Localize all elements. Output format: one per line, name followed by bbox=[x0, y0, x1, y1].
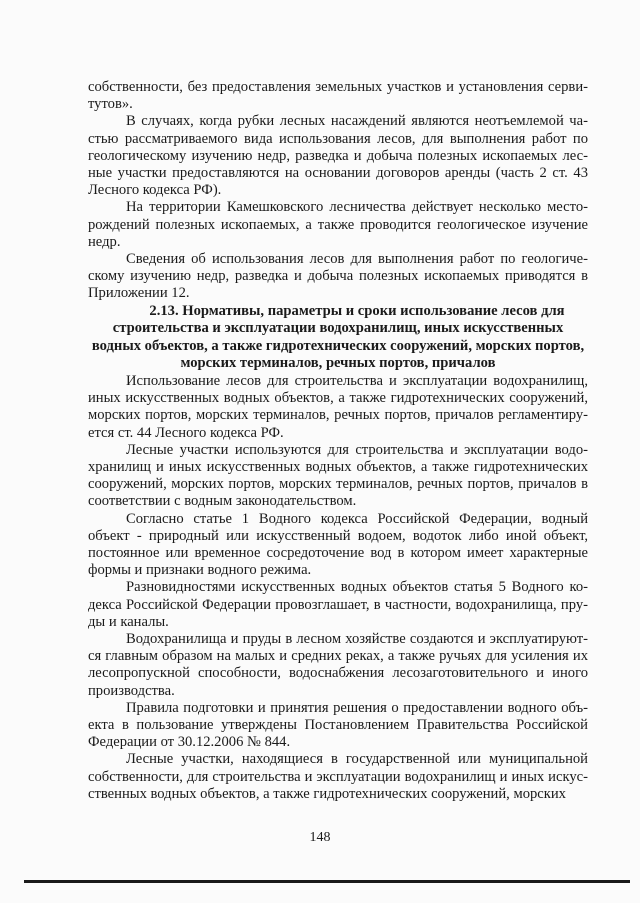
paragraph: Лесные участки, находящиеся в государственной или муниципальной собственности, для строительства и эксплуатации водохранилищ и иных искусственных водных объектов, а также гидротехнических сооружений, морских bbox=[88, 751, 588, 802]
document-body bbox=[88, 79, 588, 803]
paragraph: На территории Камешковского лесничества действует несколько месторождений полезных ископаемых, а также проводится геологическое изучение недр. bbox=[88, 199, 588, 250]
paragraph: Водохранилища и пруды в лесном хозяйстве создаются и эксплуатируются главным образом на малых и средних реках, а также ручьях для усиления их лесопропускной способности, водоснабжения лесозаготовительного и иного производства. bbox=[88, 631, 588, 699]
paragraph: Правила подготовки и принятия решения о предоставлении водного объекта в пользование утверждены Постановлением Правительства Российской Федерации от 30.12.2006 № 844. bbox=[88, 699, 588, 751]
paragraph: Лесные участки используются для строительства и эксплуатации водохранилищ и иных искусственных водных объектов, а также гидротехнических сооружений, морских портов, морских терминалов, речных портов, причалов в соответствии с водным законодательством. bbox=[88, 441, 588, 510]
section-heading: 2.13. Нормативы, параметры и сроки использование лесов для строительства и эксплуатации водохранилищ, иных искусственных водных объектов, а также гидротехнических сооружений, морских портов, морских терминалов, речных портов, причалов bbox=[91, 302, 585, 372]
paragraph: Сведения об использования лесов для выполнения работ по геологическому изучению недр, разведка и добыча полезных ископаемых приводятся в Приложении 12. bbox=[88, 251, 588, 302]
footer-rule bbox=[24, 880, 630, 883]
page-number: 148 bbox=[309, 830, 331, 845]
paragraph: В случаях, когда рубки лесных насаждений являются неотъемлемой частью рассматриваемого вида использования лесов, для выполнения работ по геологическому изучению недр, разведка и добыча полезных ископаемых лесные участки предоставляются на основании договоров аренды (часть 2 ст. 43 Лесного кодекса РФ). bbox=[88, 113, 588, 199]
paragraph: Разновидностями искусственных водных объектов статья 5 Водного кодекса Российской Федерации провозглашает, в частности, водохранилища, пруды и каналы. bbox=[88, 579, 588, 630]
paragraph: Согласно статье 1 Водного кодекса Российской Федерации, водный объект - природный или искусственный водоем, водоток либо иной объект, постоянное или временное сосредоточение вод в котором имеет характерные формы и признаки водного режима. bbox=[88, 510, 588, 579]
paragraph: Использование лесов для строительства и эксплуатации водохранилищ, иных искусственных водных объектов, а также гидротехнических сооружений, морских портов, морских терминалов, речных портов, причалов регламентируется ст. 44 Лесного кодекса РФ. bbox=[88, 373, 588, 441]
paragraph: собственности, без предоставления земельных участков и установления сервитутов». bbox=[88, 79, 588, 113]
